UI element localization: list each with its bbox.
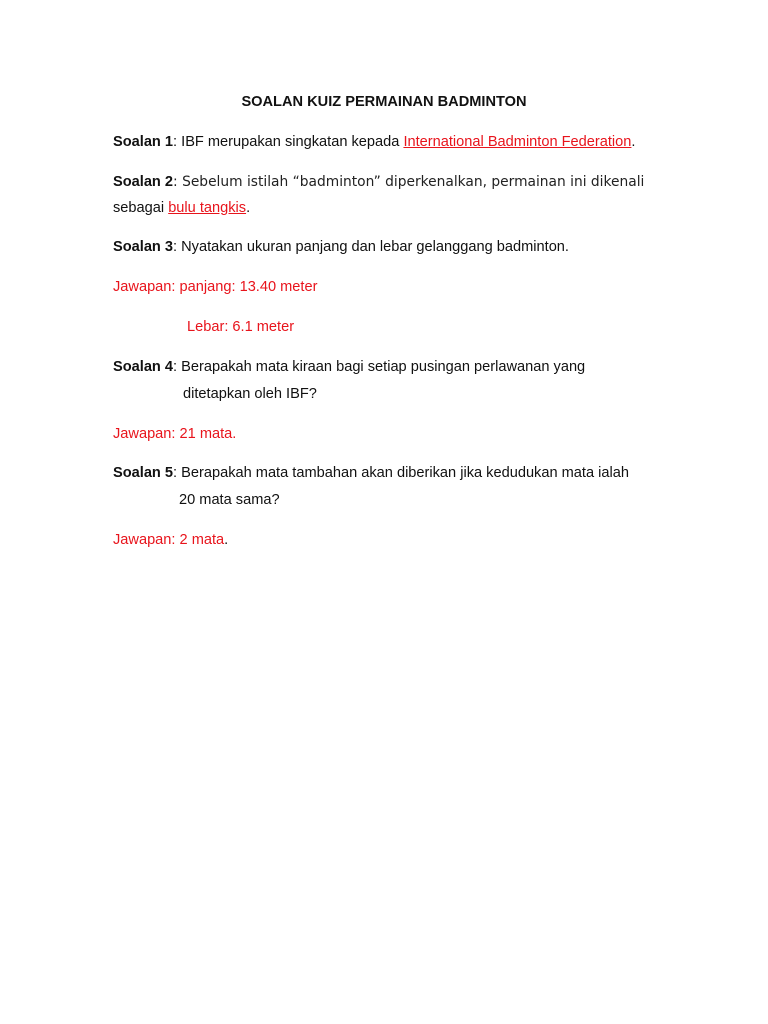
question-1-end: . — [631, 134, 636, 150]
question-5-label: Soalan 5 — [113, 465, 174, 481]
question-3 — [113, 237, 569, 257]
question-1 — [113, 132, 635, 152]
question-5 — [113, 463, 629, 483]
question-4-continuation: ditetapkan oleh IBF? — [183, 386, 317, 402]
answer-5-end: . — [224, 532, 229, 548]
answer-3-width: Lebar: 6.1 meter — [187, 319, 295, 335]
question-5-text: : Berapakah mata tambahan akan diberikan jika kedudukan mata ialah — [173, 465, 629, 481]
question-2-text: : Sebelum istilah “badminton” diperkenalkan, permainan ini dikenali — [173, 174, 645, 190]
question-2-end: . — [246, 200, 251, 216]
question-1-answer: International Badminton Federation — [403, 134, 632, 150]
answer-5 — [113, 530, 228, 550]
answer-5-text: Jawapan: 2 mata — [113, 532, 225, 548]
question-2 — [113, 172, 644, 192]
answer-3-length: Jawapan: panjang: 13.40 meter — [113, 279, 318, 295]
document-title: SOALAN KUIZ PERMAINAN BADMINTON — [241, 94, 527, 110]
question-2-text2: sebagai — [113, 200, 169, 216]
question-4-text: : Berapakah mata kiraan bagi setiap pusingan perlawanan yang — [173, 359, 586, 375]
question-1-label: Soalan 1 — [113, 134, 174, 150]
question-4-label: Soalan 4 — [113, 359, 174, 375]
question-3-label: Soalan 3 — [113, 239, 174, 255]
question-2-label: Soalan 2 — [113, 174, 174, 190]
answer-4: Jawapan: 21 mata. — [113, 426, 237, 442]
question-2-answer: bulu tangkis — [168, 200, 247, 216]
question-2-continuation — [113, 198, 250, 218]
question-4 — [113, 357, 585, 377]
question-3-text: : Nyatakan ukuran panjang dan lebar gelanggang badminton. — [173, 239, 569, 255]
question-1-text: : IBF merupakan singkatan kepada — [173, 134, 404, 150]
question-5-continuation: 20 mata sama? — [179, 492, 280, 508]
